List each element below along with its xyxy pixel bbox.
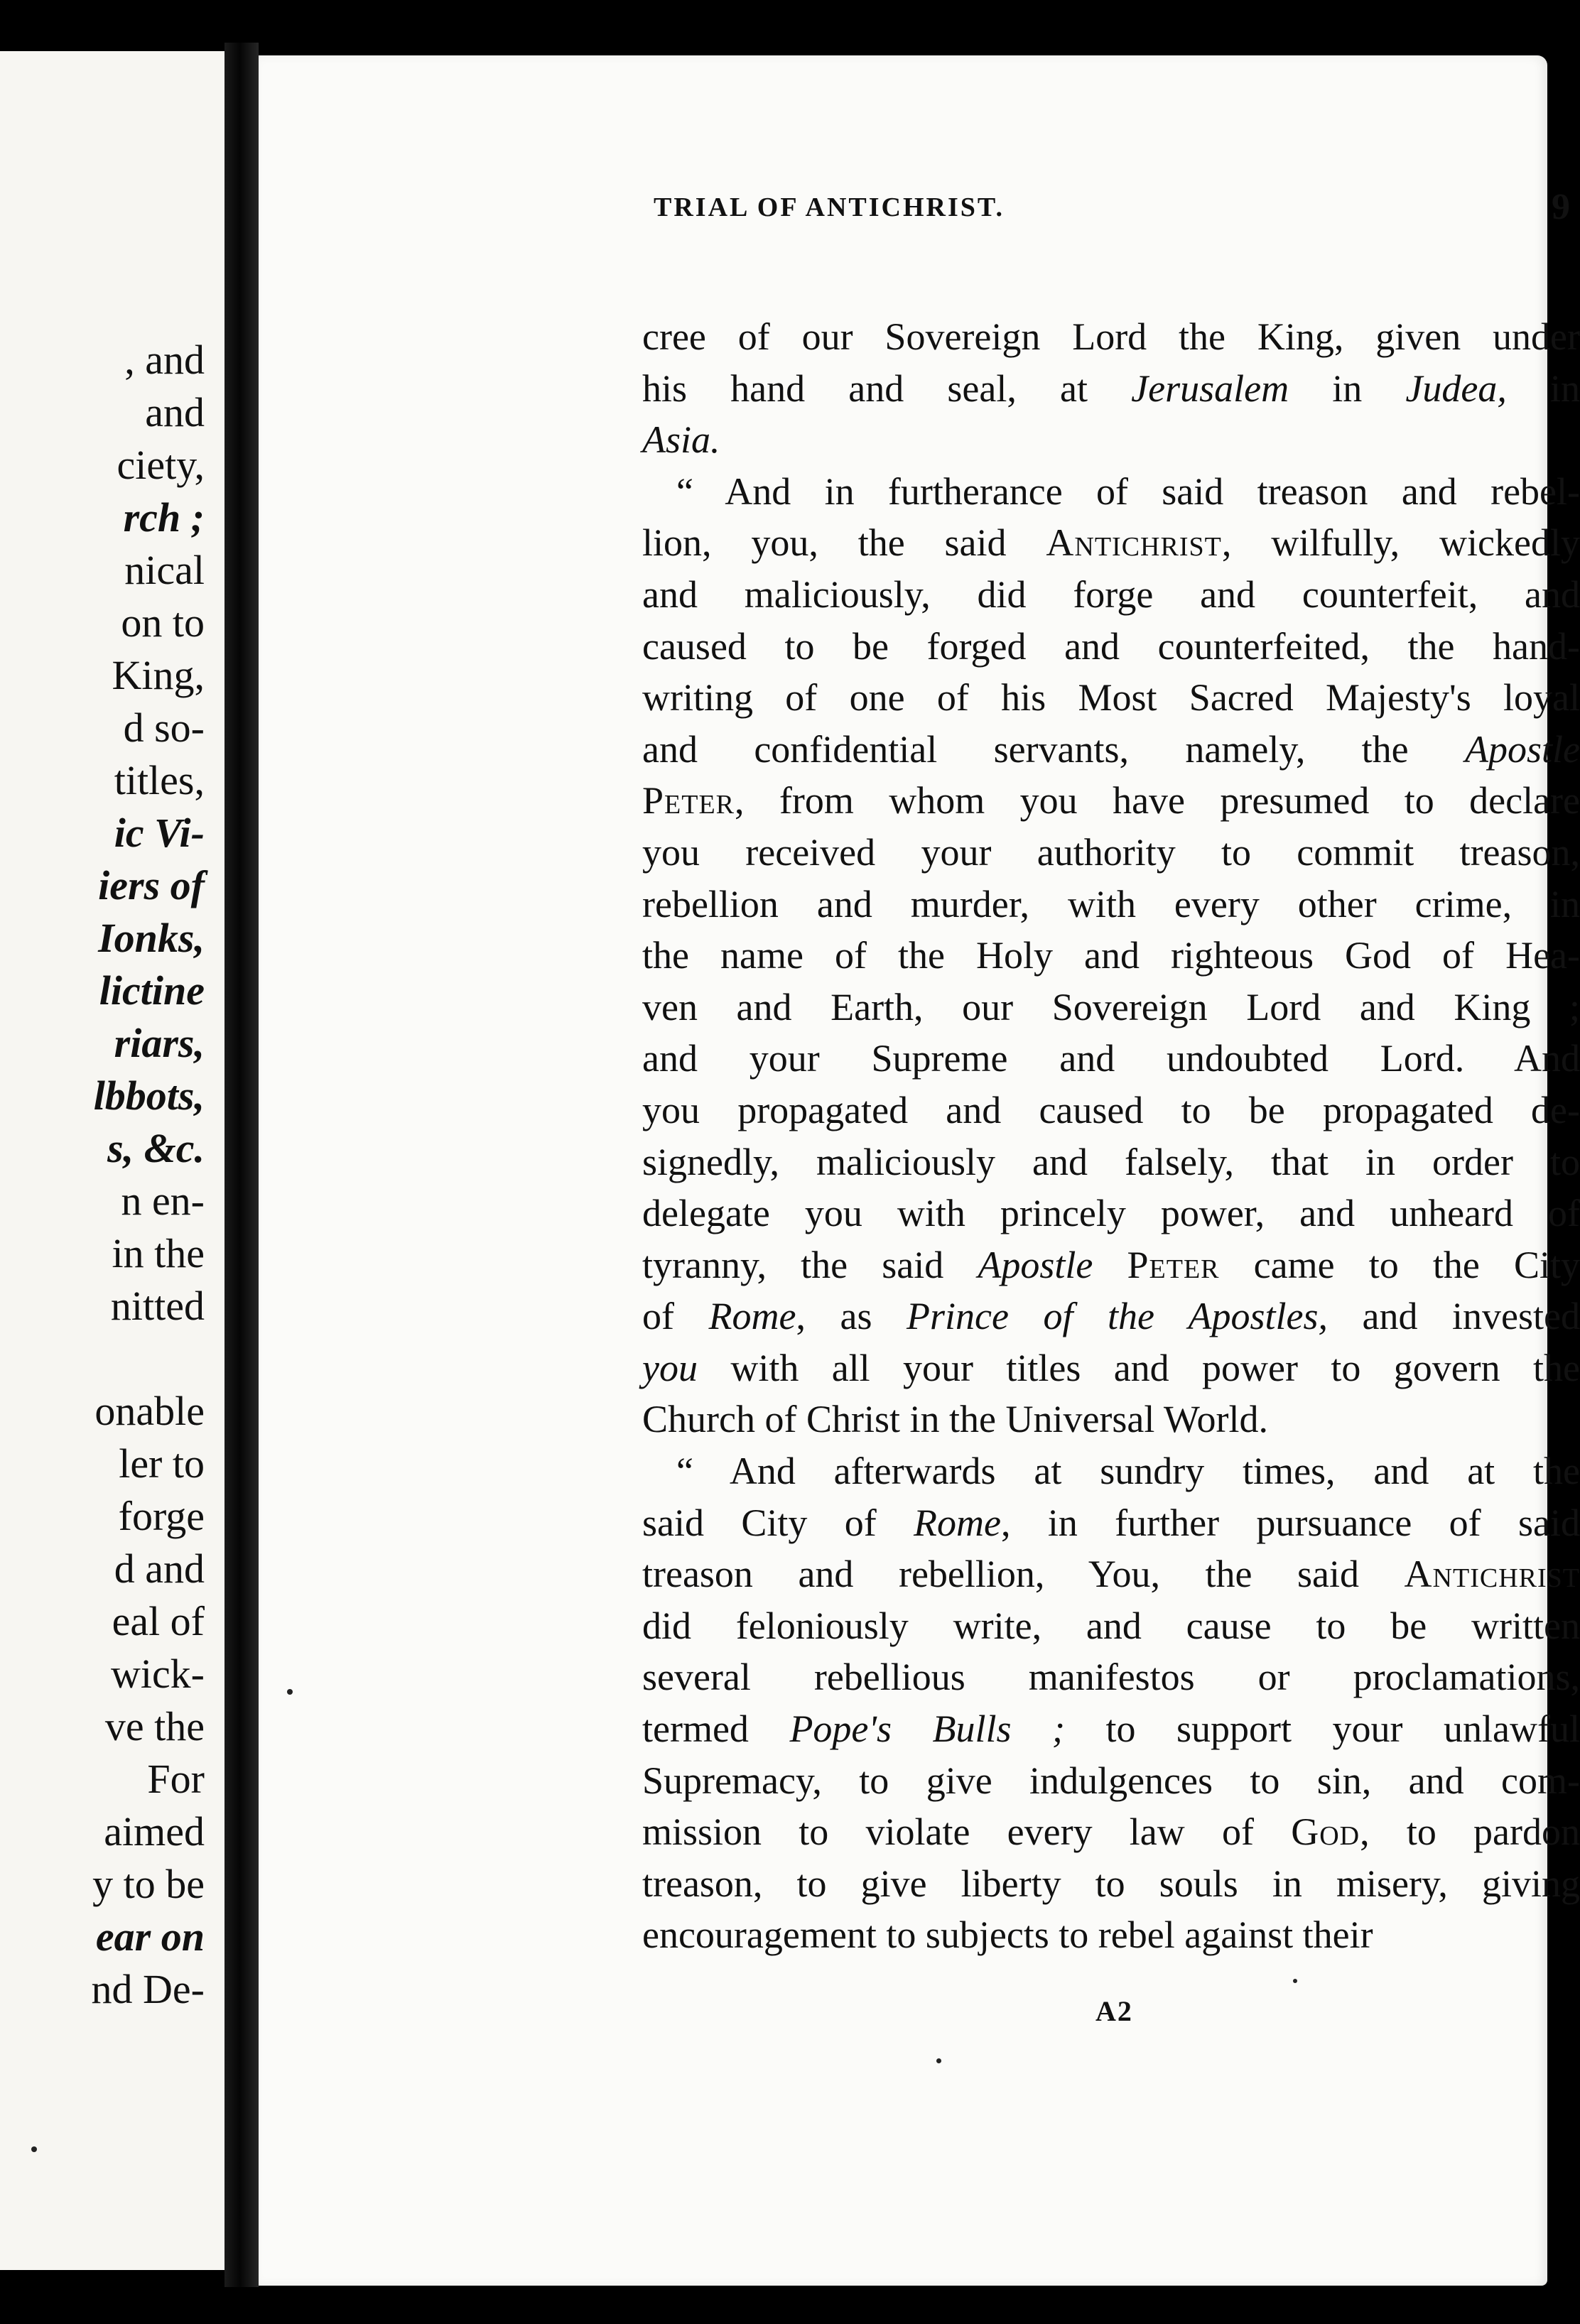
- text-run: the name of the Holy and righteous God of Hea-: [642, 934, 1580, 977]
- text-run: rebellion and murder, with every other crime, in: [642, 882, 1580, 925]
- text-line: [642, 775, 1580, 827]
- left-page-fragment: lictine: [99, 967, 205, 1014]
- text-run: lion, you, the said: [642, 521, 1046, 565]
- text-line: [642, 879, 1580, 930]
- text-run: caused to be forged and counterfeited, the hand-: [642, 624, 1580, 668]
- text-line: [642, 1651, 1580, 1703]
- paragraph: [642, 466, 1580, 1445]
- text-line: [642, 1136, 1580, 1188]
- paragraph: [642, 1445, 1580, 1961]
- text-run: Church of Christ in the Universal World.: [642, 1398, 1269, 1441]
- left-page-fragment: nical: [124, 547, 205, 593]
- text-run: , from whom you have presumed to declare: [735, 779, 1580, 822]
- italic-text: Asia.: [642, 418, 720, 462]
- text-run: and your Supreme and undoubted Lord. And: [642, 1037, 1580, 1080]
- text-run: said City of: [642, 1501, 914, 1544]
- left-page-text-fragments: [11, 334, 224, 2016]
- text-line: [642, 414, 1580, 466]
- text-run: to support your unlawful: [1064, 1707, 1580, 1751]
- text-run: and confidential servants, namely, the: [642, 727, 1466, 771]
- text-run: in: [1506, 366, 1580, 410]
- italic-text: Pope's Bulls ;: [789, 1707, 1065, 1751]
- text-run: did feloniously write, and cause to be written: [642, 1604, 1580, 1647]
- text-run: tyranny, the said: [642, 1243, 978, 1286]
- text-line: [642, 1291, 1580, 1342]
- text-run: his hand and seal, at: [642, 366, 1132, 410]
- book-gutter: [224, 43, 259, 2287]
- ink-speck: [287, 1689, 293, 1695]
- text-run: [1093, 1244, 1127, 1286]
- left-page-fragment: ciety,: [117, 442, 205, 488]
- text-run: delegate you with princely power, and unheard of: [642, 1192, 1580, 1235]
- small-caps-text: Peter: [1127, 1243, 1220, 1286]
- text-run: and maliciously, did forge and counterfeit, and: [642, 572, 1580, 616]
- page-header: [654, 187, 1570, 241]
- italic-text: you: [642, 1346, 698, 1389]
- right-page: [259, 55, 1580, 2286]
- small-caps-text: Antichrist: [1404, 1553, 1580, 1596]
- text-line: [642, 621, 1580, 673]
- left-page-edge: [0, 51, 224, 2270]
- text-run: , to pardon: [1360, 1810, 1580, 1854]
- text-line: [642, 1239, 1580, 1291]
- left-page-fragment: eal of: [112, 1598, 205, 1644]
- left-page-fragment: wick-: [110, 1651, 205, 1697]
- left-page-fragment: d and: [114, 1546, 205, 1592]
- left-page-fragment: ve the: [104, 1703, 205, 1749]
- left-page-fragment: titles,: [114, 757, 205, 803]
- ink-speck: [1293, 1979, 1297, 1983]
- text-line: [642, 1858, 1580, 1910]
- left-page-fragment: Ionks,: [98, 915, 205, 961]
- text-line: [642, 1548, 1580, 1600]
- text-line: [642, 1755, 1580, 1807]
- text-run: with all your titles and power to govern the: [697, 1346, 1580, 1389]
- left-page-fragment: King,: [112, 652, 205, 698]
- running-head-title: TRIAL OF ANTICHRIST.: [654, 192, 1005, 222]
- left-page-fragment: forge: [118, 1493, 205, 1539]
- text-line: [642, 1342, 1580, 1394]
- small-caps-text: Peter: [642, 779, 735, 822]
- text-run: , wilfully, wickedly: [1221, 521, 1580, 565]
- text-line: [642, 1033, 1580, 1085]
- text-line: [642, 311, 1580, 363]
- text-run: came to the City: [1219, 1243, 1580, 1286]
- paragraph: [642, 311, 1580, 466]
- text-line: [642, 1600, 1580, 1652]
- ink-speck: [936, 2058, 941, 2063]
- text-run: several rebellious manifestos or proclamations,: [642, 1656, 1580, 1699]
- text-line: [642, 569, 1580, 621]
- italic-text: Apostle: [978, 1243, 1093, 1286]
- text-run: “ And in furtherance of said treason and rebel-: [676, 469, 1580, 513]
- italic-text: Rome: [914, 1501, 1001, 1544]
- text-line: [642, 1806, 1580, 1858]
- text-run: of: [642, 1295, 709, 1338]
- text-run: and invested: [1328, 1295, 1580, 1338]
- text-line: [642, 982, 1580, 1033]
- italic-text: Rome: [708, 1295, 796, 1338]
- text-run: signedly, maliciously and falsely, that in order to: [642, 1140, 1580, 1183]
- text-line: [642, 672, 1580, 724]
- small-caps-text: God: [1291, 1810, 1360, 1854]
- text-run: , as: [796, 1295, 907, 1338]
- text-line: [642, 1188, 1580, 1239]
- left-page-fragment: and: [145, 389, 205, 435]
- left-page-fragment: s, &c.: [107, 1125, 205, 1171]
- text-line: [642, 363, 1580, 415]
- left-page-fragment: nd De-: [91, 1966, 205, 2012]
- text-run: ven and Earth, our Sovereign Lord and King ;: [642, 985, 1580, 1028]
- page-number: 9: [1552, 187, 1570, 227]
- body-text: [642, 311, 1580, 1961]
- left-page-fragment: in the: [112, 1230, 205, 1276]
- ink-speck: [31, 2146, 37, 2152]
- text-line: [642, 1085, 1580, 1136]
- left-page-fragment: nitted: [110, 1283, 205, 1329]
- text-run: “ And afterwards at sundry times, and at the: [676, 1450, 1580, 1493]
- left-page-fragment: rch ;: [123, 494, 205, 541]
- text-line: [642, 930, 1580, 982]
- italic-text: Prince of the Apostles,: [907, 1295, 1329, 1338]
- left-page-fragment: [11, 1332, 224, 1385]
- left-page-fragment: ic Vi-: [114, 810, 205, 856]
- text-run: treason and rebellion, You, the said: [642, 1553, 1405, 1596]
- left-page-fragment: lbbots,: [93, 1073, 205, 1119]
- left-page-fragment: riars,: [114, 1020, 205, 1066]
- left-page-fragment: aimed: [104, 1808, 205, 1855]
- text-run: encouragement to subjects to rebel against their: [642, 1913, 1373, 1957]
- italic-text: Apostle: [1465, 727, 1580, 771]
- left-page-fragment: y to be: [92, 1861, 205, 1907]
- left-page-fragment: onable: [94, 1388, 205, 1434]
- text-line: [642, 1394, 1580, 1445]
- left-page-fragment: n en-: [121, 1178, 205, 1224]
- italic-text: Judea,: [1405, 366, 1507, 410]
- text-line: [642, 466, 1580, 518]
- italic-text: Jerusalem: [1131, 366, 1289, 410]
- left-page-fragment: ear on: [95, 1913, 205, 1960]
- text-line: [642, 724, 1580, 776]
- text-run: termed: [642, 1707, 790, 1751]
- text-line: [642, 827, 1580, 879]
- text-run: you propagated and caused to be propagated de-: [642, 1088, 1580, 1131]
- text-run: , in further pursuance of said: [1000, 1501, 1580, 1544]
- text-line: [642, 1703, 1580, 1755]
- left-page-fragment: d so-: [123, 705, 205, 751]
- left-page-fragment: iers of: [98, 862, 205, 908]
- text-run: Supremacy, to give indulgences to sin, and com-: [642, 1759, 1580, 1802]
- left-page-fragment: ler to: [119, 1440, 205, 1487]
- text-run: you received your authority to commit treason,: [642, 830, 1580, 874]
- text-line: [642, 1445, 1580, 1497]
- text-run: treason, to give liberty to souls in misery, giving: [642, 1862, 1580, 1905]
- text-run: in: [1289, 366, 1406, 410]
- small-caps-text: Antichrist: [1046, 521, 1222, 565]
- left-page-fragment: on to: [121, 599, 205, 646]
- text-run: cree of our Sovereign Lord the King, given under: [642, 315, 1580, 358]
- text-line: [642, 1497, 1580, 1549]
- left-page-fragment: For: [147, 1756, 205, 1802]
- text-run: mission to violate every law of: [642, 1810, 1292, 1854]
- text-line: [642, 1909, 1580, 1961]
- left-page-fragment: , and: [124, 337, 205, 383]
- signature-mark: A2: [1095, 1995, 1133, 2027]
- text-run: writing of one of his Most Sacred Majesty's loyal: [642, 676, 1580, 720]
- text-line: [642, 517, 1580, 569]
